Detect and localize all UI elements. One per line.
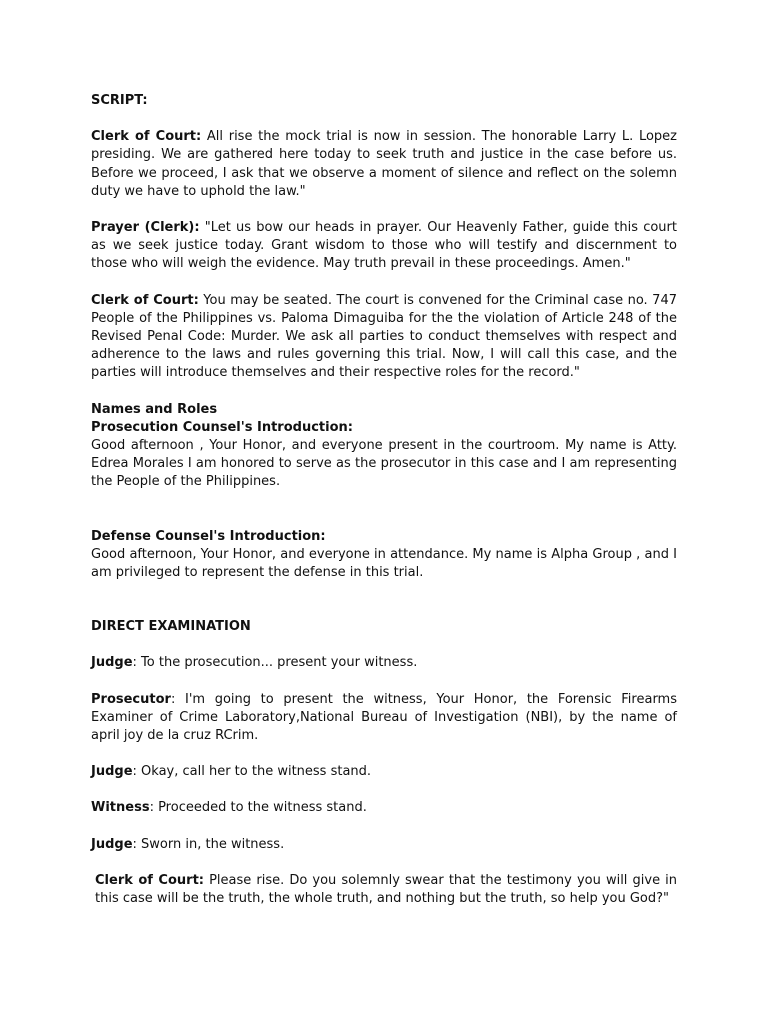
speaker-label: Judge — [91, 764, 133, 780]
defense-intro-text: Good afternoon, Your Honor, and everyone in attendance. My name is Alpha Group , and I am privileged to represent the defense in this trial. — [91, 546, 677, 581]
paragraph-text: You may be seated. The court is convened for the Criminal case no. 747 People of the Philippines vs. Paloma Dimaguiba for the the violation of Article 248 of the Revised Penal Code: Murder. We ask all parties to conduct themselves with respect and adherence to the laws and rules governing this trial. Now, I will call this case, and the parties will introduce themselves and their respective roles for the record." — [91, 292, 677, 381]
clerk-case-paragraph — [91, 292, 677, 383]
speaker-label: Witness — [91, 800, 150, 816]
dialogue-text: : Okay, call her to the witness stand. — [132, 764, 372, 780]
paragraph-text: All rise the mock trial is now in session. The honorable Larry L. Lopez presiding. We are gathered here today to seek truth and justice in the case before us. Before we proceed, I ask that we observe a moment of silence and reflect on the solemn duty we have to uphold the law." — [91, 129, 677, 199]
script-heading: SCRIPT: — [91, 93, 148, 108]
speaker-label: Clerk of Court: — [91, 292, 199, 308]
clerk-opening-paragraph — [91, 128, 677, 201]
dialogue-line — [91, 799, 677, 817]
dialogue-line — [91, 836, 677, 854]
dialogue-text: : Sworn in, the witness. — [132, 836, 285, 852]
names-roles-title: Names and Roles — [91, 401, 218, 417]
speaker-label: Clerk of Court: — [95, 872, 204, 888]
document-body — [91, 92, 677, 908]
speaker-label: Judge — [91, 836, 133, 852]
dialogue-text: Please rise. Do you solemnly swear that the testimony you will give in this case will be the truth, the whole truth, and nothing but the truth, so help you God?" — [95, 872, 678, 907]
dialogue-text: : I'm going to present the witness, Your Honor, the Forensic Firearms Examiner of Crime Laboratory,National Bureau of Investigation (NBI), by the name of april joy de la cruz RCrim. — [91, 691, 677, 744]
speaker-label: Judge — [91, 655, 133, 671]
dialogue-line — [91, 691, 677, 746]
defense-intro-heading: Defense Counsel's Introduction: — [91, 528, 326, 544]
dialogue-line — [91, 654, 677, 672]
prayer-paragraph — [91, 219, 677, 274]
speaker-label: Clerk of Court: — [91, 129, 202, 145]
speaker-label: Prosecutor — [91, 691, 171, 707]
paragraph-text: "Let us bow our heads in prayer. Our Heavenly Father, guide this court as we seek justice today. Grant wisdom to those who will testify and discernment to those who will weigh the evidence. May truth prevail in these proceedings. Amen." — [91, 220, 677, 272]
prosecution-intro-text: Good afternoon , Your Honor, and everyone present in the courtroom. My name is Atty. Edrea Morales I am honored to serve as the prosecutor in this case and I am representing the People of the Philippines. — [91, 438, 677, 490]
dialogue-text: : To the prosecution... present your witness. — [132, 655, 418, 671]
speaker-label: Prayer (Clerk): — [91, 220, 200, 236]
direct-examination-heading: DIRECT EXAMINATION — [91, 619, 251, 635]
dialogue-line — [91, 763, 677, 781]
prosecution-intro-heading: Prosecution Counsel's Introduction: — [91, 419, 353, 435]
dialogue-text: : Proceeded to the witness stand. — [149, 800, 367, 816]
names-roles-heading — [91, 401, 677, 419]
dialogue-line — [91, 872, 677, 908]
